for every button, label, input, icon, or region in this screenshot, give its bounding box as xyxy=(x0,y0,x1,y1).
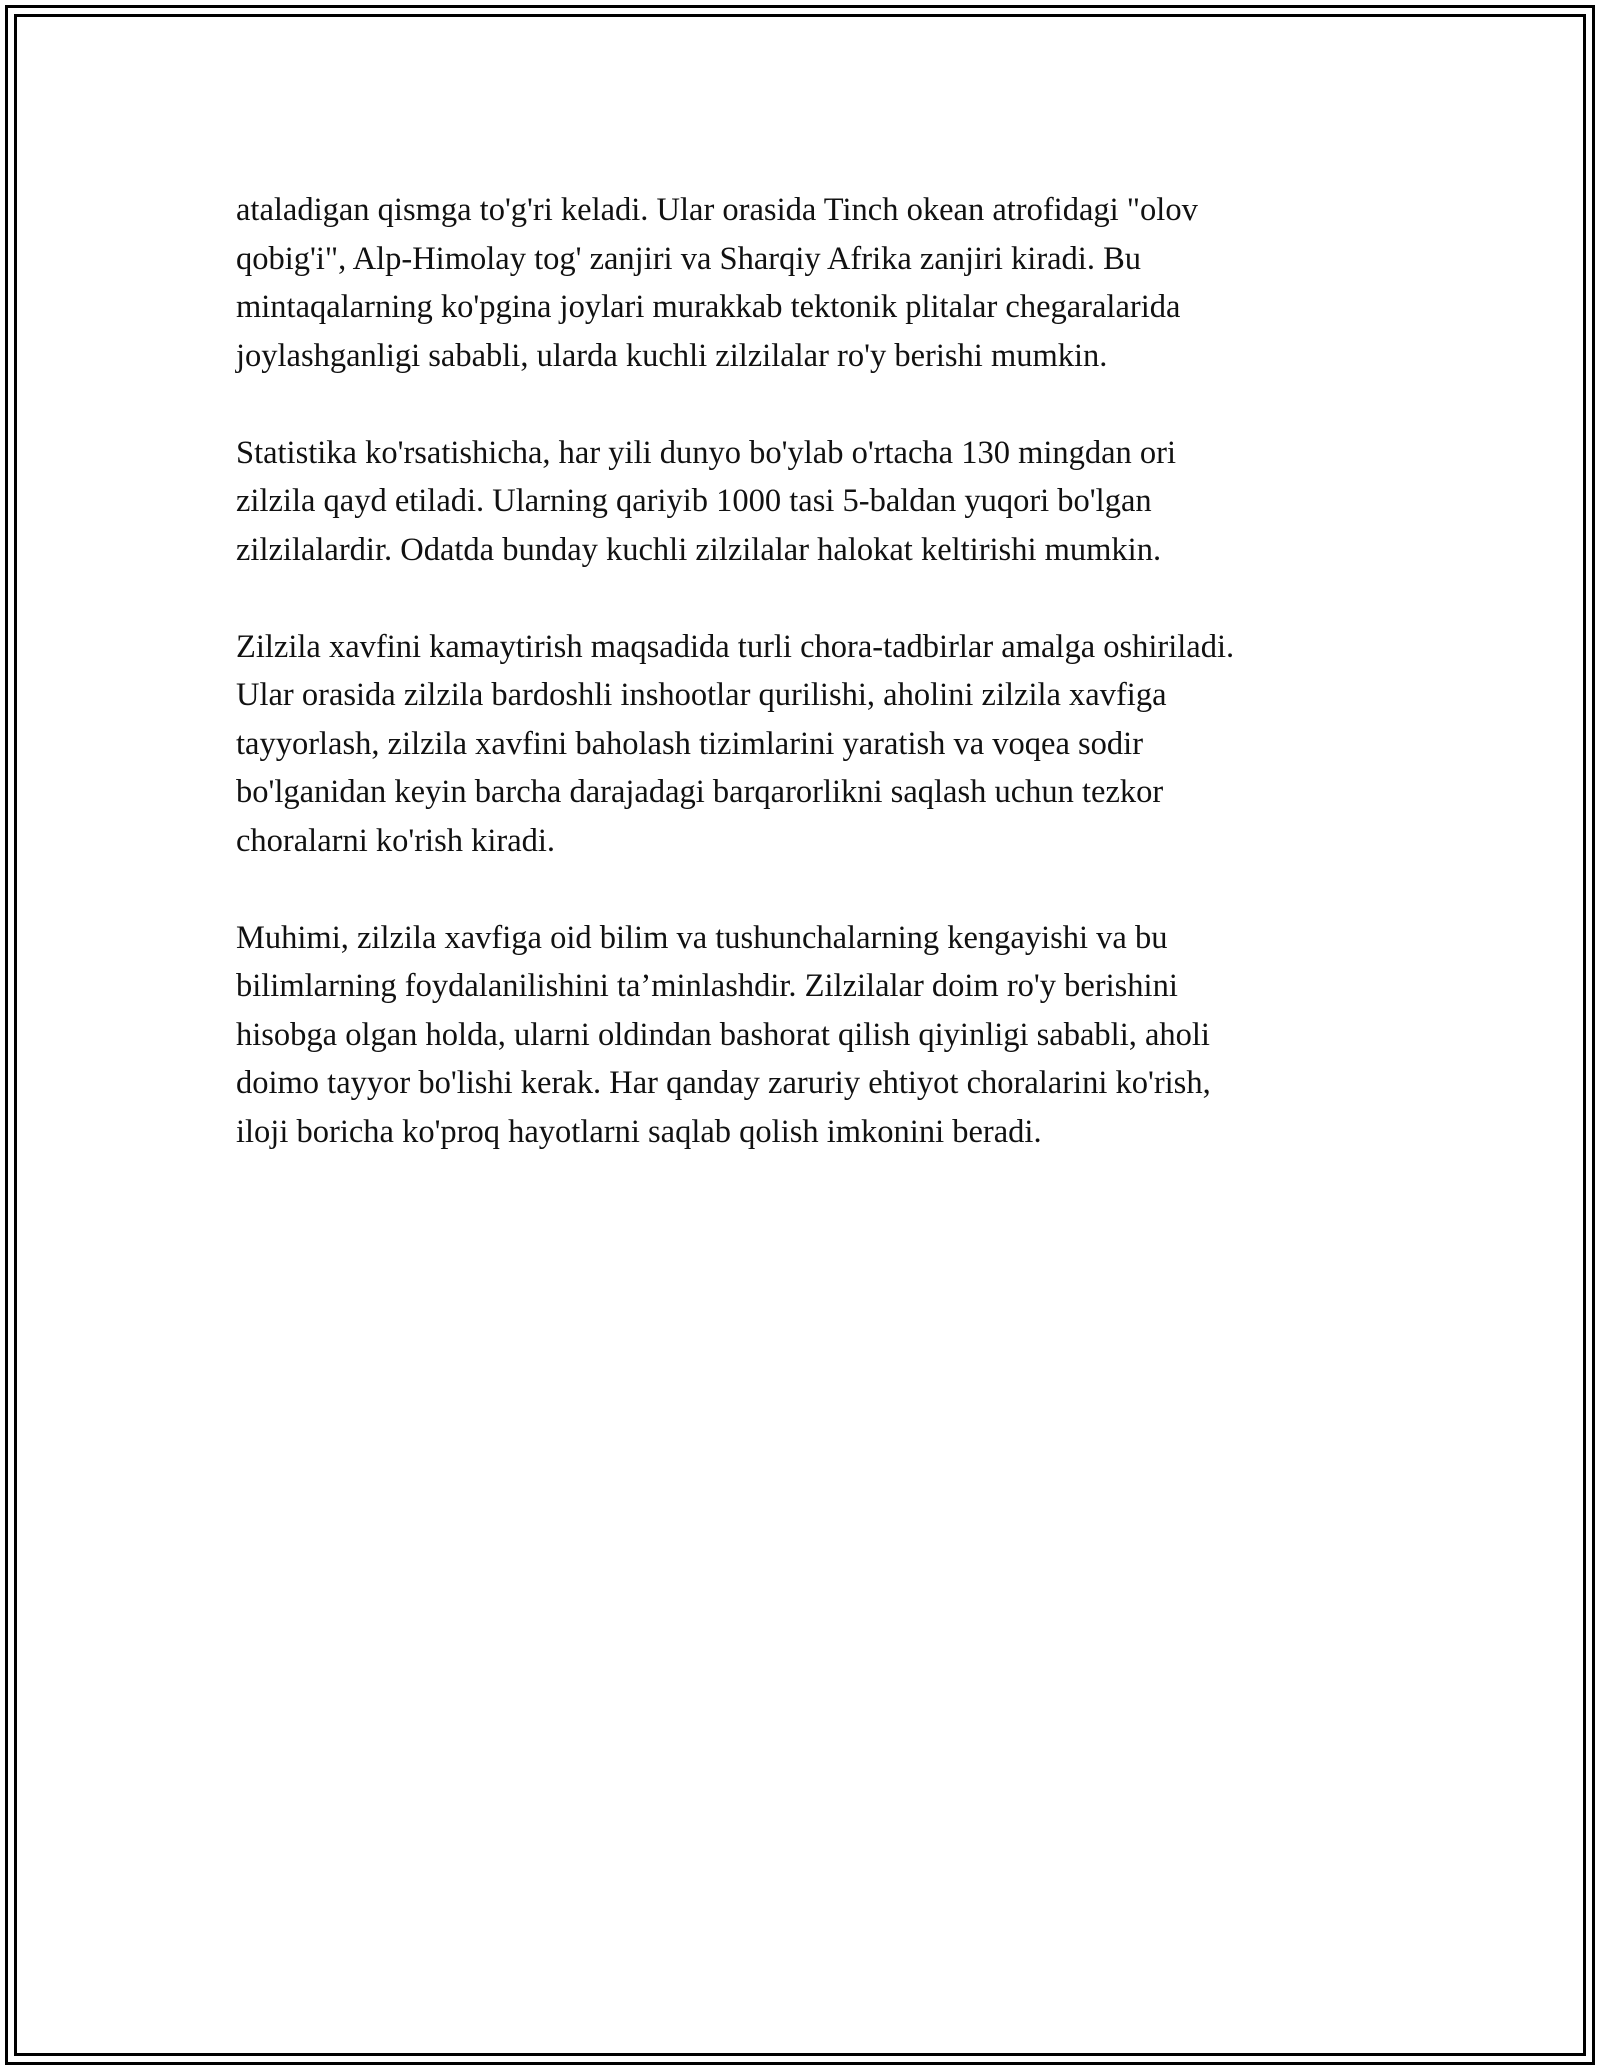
document-body xyxy=(236,186,1396,1205)
paragraph-2: Statistika ko'rsatishicha, har yili dunyo bo'ylab o'rtacha 130 mingdan ori zilzila qayd etiladi. Ularning qariyib 1000 tasi 5-baldan yuqori bo'lgan zilzilalardir. Odatda bunday kuchli zilzilalar halokat keltirishi mumkin. xyxy=(236,434,1177,568)
paragraph-3: Zilzila xavfini kamaytirish maqsadida turli chora-tadbirlar amalga oshiriladi. Ular orasida zilzila bardoshli inshootlar qurilishi, aholini zilzila xavfiga tayyorlash, zilzila xavfini baholash tizimlarini yaratish va voqea sodir bo'lganidan keyin barcha darajadagi barqarorlikni saqlash uchun tezkor choralarni ko'rish kiradi. xyxy=(236,628,1235,859)
paragraph-4: Muhimi, zilzila xavfiga oid bilim va tushunchalarning kengayishi va bu bilimlarning foydalanilishini ta’minlashdir. Zilzilalar doim ro'y berishini hisobga olgan holda, ularni oldindan bashorat qilish qiyinligi sababli, aholi doimo tayyor bo'lishi kerak. Har qanday zaruriy ehtiyot choralarini ko'rish, iloji boricha ko'proq hayotlarni saqlab qolish imkonini beradi. xyxy=(236,919,1211,1150)
paragraph-1: ataladigan qismga to'g'ri keladi. Ular orasida Tinch okean atrofidagi "olov qobig'i", Alp-Himolay tog' zanjiri va Sharqiy Afrika zanjiri kiradi. Bu mintaqalarning ko'pgina joylari murakkab tektonik plitalar chegaralarida joylashganligi sababli, ularda kuchli zilzilalar ro'y berishi mumkin. xyxy=(236,192,1198,374)
